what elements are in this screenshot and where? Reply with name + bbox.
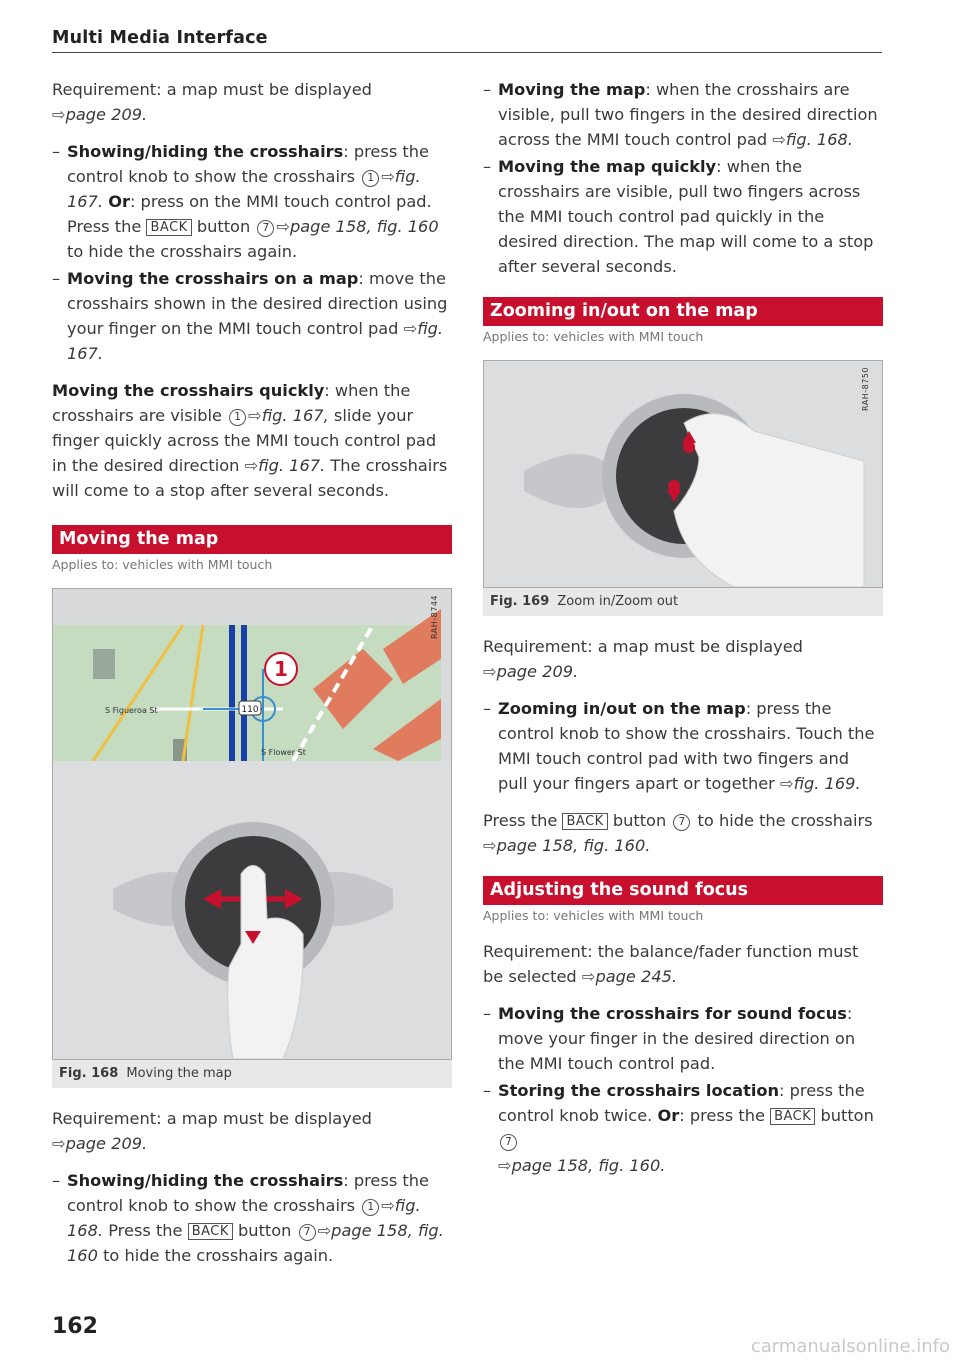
requirement: Requirement: a map must be displayed ⇨page 209. <box>483 637 803 681</box>
svg-text:110: 110 <box>241 705 259 715</box>
figure-reference-link[interactable]: fig. 169. <box>793 774 861 793</box>
page-reference-link[interactable]: page 158, fig. 160 <box>289 217 439 236</box>
callout-marker: 1 <box>229 409 246 426</box>
callout-marker: 7 <box>257 220 274 237</box>
page-reference-link[interactable]: page 158, <box>331 1221 413 1240</box>
callout-marker: 7 <box>673 814 690 831</box>
arrow-icon: ⇨ <box>244 456 259 475</box>
list-item: – Showing/hiding the crosshairs: press the control knob to show the crosshairs 1 ⇨fig. 168. Press the BACK button 7 ⇨page 158, fig. 160 to hide the crosshairs again. <box>52 1171 444 1265</box>
arrow-icon: ⇨ <box>403 319 418 338</box>
page-reference-link[interactable]: page 245. <box>595 967 678 986</box>
figure-caption: Fig. 169 Zoom in/Zoom out <box>483 588 883 616</box>
page-reference-link[interactable]: page 209. <box>65 105 148 124</box>
back-key-label: BACK <box>146 219 191 236</box>
figure-caption: Fig. 168 Moving the map <box>52 1060 452 1088</box>
figure-169 <box>483 360 883 588</box>
callout-marker: 7 <box>500 1134 517 1151</box>
applies-to-note: Applies to: vehicles with MMI touch <box>483 329 704 344</box>
watermark: carmanualsonline.info <box>750 1336 950 1357</box>
svg-text:S Figueroa St: S Figueroa St <box>105 706 158 715</box>
arrow-icon: ⇨ <box>581 967 596 986</box>
svg-text:S Flower St: S Flower St <box>261 748 306 757</box>
arrow-icon: ⇨ <box>779 774 794 793</box>
arrow-icon: ⇨ <box>483 662 497 681</box>
section-heading: Zooming in/out on the map <box>483 297 883 326</box>
figure-code: RAH-8750 <box>861 367 870 411</box>
figure-reference-link[interactable]: fig. 168. <box>67 1196 421 1240</box>
figure-reference-link[interactable]: fig. 160 <box>67 1221 444 1265</box>
list-item: – Zooming in/out on the map: press the control knob to show the crosshairs. Touch the MMI touch control pad with two fingers and pull your fingers apart or together ⇨fig. 169. <box>483 699 875 793</box>
figure-reference-link[interactable]: fig. 168. <box>785 130 853 149</box>
page-reference-link[interactable]: page 209. <box>496 662 579 681</box>
back-key-label: BACK <box>770 1108 815 1125</box>
figure-reference-link[interactable]: fig. 167. <box>258 456 326 475</box>
page-reference-link[interactable]: page 158, fig. 160. <box>511 1156 666 1175</box>
back-key-label: BACK <box>188 1223 233 1240</box>
arrow-icon: ⇨ <box>772 130 786 149</box>
left-column <box>52 77 452 1270</box>
applies-to-note: Applies to: vehicles with MMI touch <box>52 557 273 572</box>
arrow-icon: ⇨ <box>52 1134 66 1153</box>
list-item: – Storing the crosshairs location: press the control knob twice. Or: press the BACK button 7 ⇨page 158, fig. 160. <box>483 1081 874 1175</box>
paragraph: Press the BACK button 7 to hide the crosshairs ⇨page 158, fig. 160. <box>483 811 873 855</box>
list-item: – Moving the crosshairs on a map: move the crosshairs shown in the desired direction using your finger on the MMI touch control pad ⇨fig. 167. <box>52 269 448 363</box>
svg-text:1: 1 <box>274 657 288 681</box>
header-rule <box>52 52 882 53</box>
callout-marker: 7 <box>299 1224 316 1241</box>
callout-marker: 1 <box>362 170 379 187</box>
figure-reference-link[interactable]: fig. 167. <box>67 167 421 211</box>
arrow-icon: ⇨ <box>381 1196 395 1215</box>
list-item: – Moving the crosshairs for sound focus: move your finger in the desired direction on the MMI touch control pad. <box>483 1004 856 1073</box>
figure-number: Fig. 168 <box>59 1066 119 1081</box>
zoom-illustration <box>484 361 883 587</box>
list-item: – Moving the map: when the crosshairs are visible, pull two fingers in the desired direction across the MMI touch control pad ⇨fig. 168. <box>483 80 878 149</box>
figure-number: Fig. 169 <box>490 594 550 609</box>
section-heading: Adjusting the sound focus <box>483 876 883 905</box>
paragraph: Moving the crosshairs quickly: when the crosshairs are visible 1 ⇨fig. 167, slide your finger quickly across the MMI touch control pad in the desired direction ⇨fig. 167. The crosshairs will come to a stop after several seconds. <box>52 381 448 500</box>
requirement: Requirement: a map must be displayed ⇨page 209. <box>52 80 372 124</box>
map-illustration <box>53 589 452 1059</box>
figure-reference-link[interactable]: fig. 167, <box>261 406 329 425</box>
right-column <box>483 77 883 1180</box>
page-reference-link[interactable]: page 158, fig. 160. <box>496 836 651 855</box>
page-reference-link[interactable]: page 209. <box>65 1134 148 1153</box>
arrow-icon: ⇨ <box>483 836 497 855</box>
page-header-title: Multi Media Interface <box>52 28 268 48</box>
figure-168 <box>52 588 452 1060</box>
page-number: 162 <box>52 1314 98 1339</box>
arrow-icon: ⇨ <box>498 1156 512 1175</box>
callout-marker: 1 <box>362 1199 379 1216</box>
figure-reference-link[interactable]: fig. 167. <box>67 319 444 363</box>
list-item: – Moving the map quickly: when the crosshairs are visible, pull two fingers across the MMI touch control pad quickly in the desired direction. The map will come to a stop after several seconds. <box>483 157 874 276</box>
arrow-icon: ⇨ <box>276 217 290 236</box>
list-item: – Showing/hiding the crosshairs: press the control knob to show the crosshairs 1 ⇨fig. 167. Or: press on the MMI touch control pad. Press the BACK button 7 ⇨page 158, fig. 160 to hide the crosshairs again. <box>52 142 439 261</box>
figure-code: RAH-8744 <box>430 595 439 639</box>
applies-to-note: Applies to: vehicles with MMI touch <box>483 908 704 923</box>
section-heading: Moving the map <box>52 525 452 554</box>
requirement: Requirement: the balance/fader function must be selected ⇨page 245. <box>483 942 859 986</box>
arrow-icon: ⇨ <box>52 105 66 124</box>
arrow-icon: ⇨ <box>381 167 395 186</box>
requirement: Requirement: a map must be displayed ⇨page 209. <box>52 1109 372 1153</box>
arrow-icon: ⇨ <box>317 1221 332 1240</box>
back-key-label: BACK <box>562 813 607 830</box>
arrow-icon: ⇨ <box>248 406 262 425</box>
